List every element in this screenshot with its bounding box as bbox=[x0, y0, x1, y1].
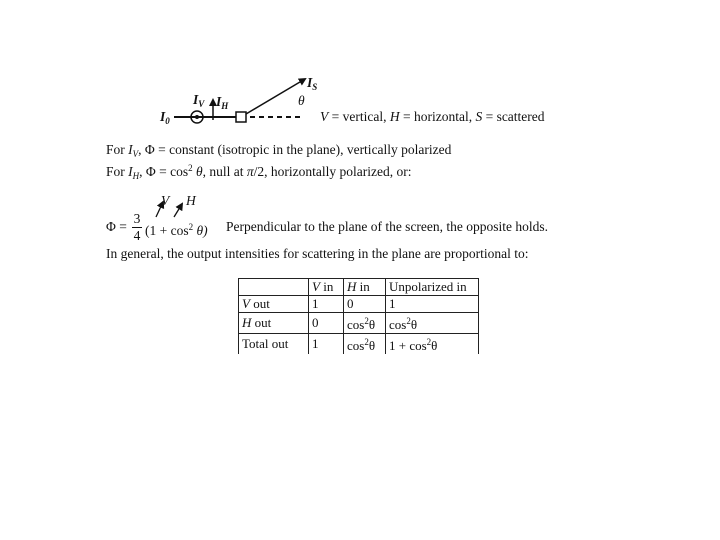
table-cell: $\cos^2\theta$ bbox=[386, 313, 479, 334]
formula-h-label: H bbox=[186, 193, 196, 208]
table-cell: 1 bbox=[386, 296, 479, 313]
table-cell: $\cos^2\theta$ bbox=[344, 313, 386, 334]
ih-label: $I_H$ bbox=[216, 94, 229, 111]
table-cell: H out bbox=[239, 313, 309, 334]
table-cell: $1 + \cos^2\theta$ bbox=[386, 334, 479, 355]
table-cell: 1 bbox=[309, 296, 344, 313]
table-header-row bbox=[239, 279, 479, 296]
table-cell: Total out bbox=[239, 334, 309, 355]
table-header-cell: H in bbox=[344, 279, 386, 296]
table-row bbox=[239, 313, 479, 334]
fraction-denominator: 4 bbox=[133, 228, 141, 243]
formula-body: $(1 + \cos^2 \theta)$ bbox=[145, 222, 208, 238]
output-intensity-table bbox=[238, 278, 479, 354]
table-header-cell bbox=[239, 279, 309, 296]
table-cell: 1 bbox=[309, 334, 344, 355]
table-cell: 0 bbox=[344, 296, 386, 313]
scattered-beam-arrow bbox=[246, 79, 305, 114]
theta-label: θ bbox=[298, 93, 305, 108]
table-header-cell: V in bbox=[309, 279, 344, 296]
table-cell: 0 bbox=[309, 313, 344, 334]
table-header-cell: Unpolarized in bbox=[386, 279, 479, 296]
sample-box-icon bbox=[236, 112, 246, 122]
is-label: $I_S$ bbox=[307, 75, 318, 92]
formula-v-label: V bbox=[161, 193, 170, 208]
iv-description: For $I_V$, Φ = constant (isotropic in the plane), vertically polarized bbox=[106, 142, 452, 159]
legend-text: V = vertical, H = horizontal, S = scattered bbox=[320, 109, 545, 124]
table-row bbox=[239, 296, 479, 313]
incident-intensity-label: $I_0$ bbox=[160, 109, 170, 126]
table-cell: V out bbox=[239, 296, 309, 313]
fraction-numerator: 3 bbox=[133, 211, 141, 226]
table-cell: $\cos^2\theta$ bbox=[344, 334, 386, 355]
polarization-dot-center bbox=[195, 115, 199, 119]
general-statement: In general, the output intensities for scattering in the plane are proportional to: bbox=[106, 246, 529, 261]
table-row bbox=[239, 334, 479, 355]
formula-phi: Φ = bbox=[106, 219, 127, 234]
h-polarization-arrow-icon bbox=[174, 204, 182, 217]
iv-label: $I_V$ bbox=[193, 92, 205, 109]
perpendicular-note: Perpendicular to the plane of the screen, the opposite holds. bbox=[226, 219, 549, 234]
ih-description: For $I_H$, $\Phi = \cos^2 \theta$, null at π/2, horizontally polarized, or: bbox=[106, 163, 412, 181]
